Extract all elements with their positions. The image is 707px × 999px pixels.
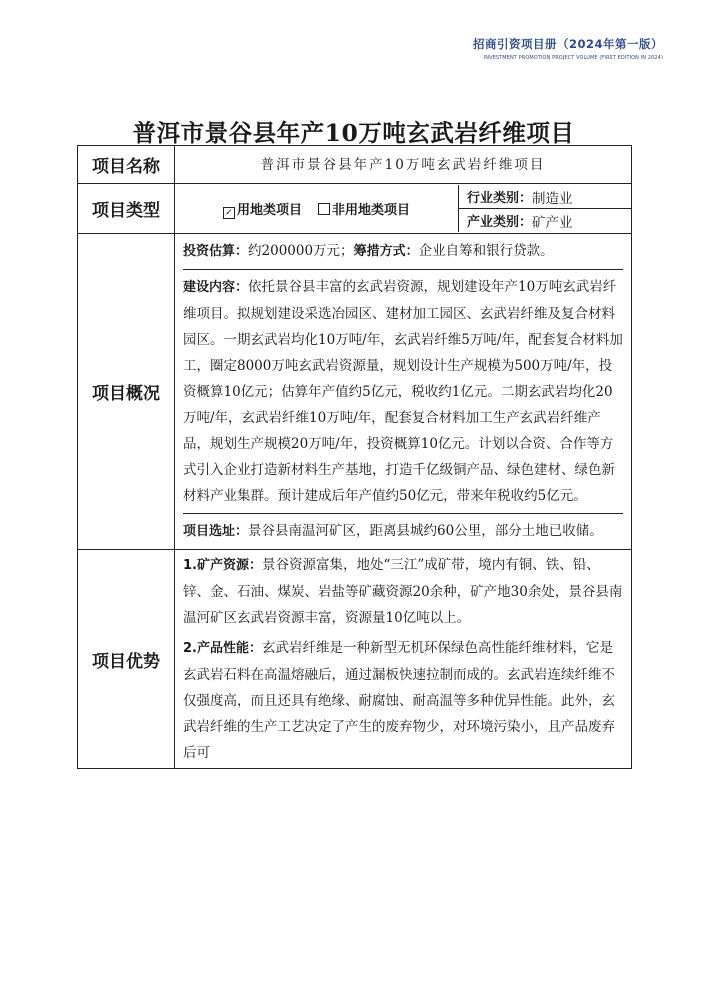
construction-value: 依托景谷县丰富的玄武岩资源，规划建设年产10万吨玄武岩纤维项目。拟规划建设采选冶园区、建材加工园区、玄武岩纤维及复合材料园区。一期玄武岩均化10万吨/年，玄武岩纤维5万吨/年，配套复合材料加工，圈定8000万吨玄武岩资源量，规划设计生产规模为500万吨/年，投资概算10亿元；估算年产值约5亿元，税收约1亿元。二期玄武岩均化20万吨/年，玄武岩纤维10万吨/年，配套复合材料加工生产玄武岩纤维产品，规划生产规模20万吨/年，投资概算10亿元。计划以合资、合作等方式引入企业打造新材料生产基地，打造千亿级铜产品、绿色建材、绿色新材料产业集群。预计建成后年产值约50亿元，带来年税收约5亿元。 [183, 279, 623, 504]
project-type-label: 项目类型 [78, 184, 175, 234]
finance-value: 企业自筹和银行贷款。 [418, 243, 554, 259]
checkbox-empty-icon[interactable] [318, 203, 330, 215]
construction-content [183, 269, 623, 513]
industry-category-value: 制造业 [532, 190, 573, 207]
investment-value: 约200000万元； [248, 243, 354, 259]
advantage-title: 2.产品性能： [183, 641, 262, 656]
overview-cell [175, 234, 632, 550]
non-land-use-option-label: 非用地类项目 [332, 203, 411, 218]
project-info-table [77, 145, 632, 769]
sector-category-value: 矿产业 [532, 214, 573, 231]
row-overview [78, 234, 632, 550]
advantages-cell [175, 550, 632, 769]
advantage-item [183, 633, 623, 768]
project-site [183, 513, 623, 549]
sector-category-label: 产业类别： [467, 215, 533, 230]
project-name-value: 普洱市景谷县年产10万吨玄武岩纤维项目 [175, 146, 632, 184]
construction-label: 建设内容： [183, 280, 249, 295]
advantages-label: 项目优势 [78, 550, 175, 769]
row-project-type [78, 184, 632, 234]
investment-label: 投资估算： [183, 244, 249, 259]
sector-category [459, 208, 631, 232]
brochure-title: 招商引资项目册（2024年第一版） [472, 37, 663, 51]
row-project-name [78, 146, 632, 184]
page-title: 普洱市景谷县年产10万吨玄武岩纤维项目 [132, 119, 575, 147]
checkbox-checked-icon[interactable]: ✓ [223, 207, 235, 219]
row-advantages [78, 550, 632, 769]
brochure-subtitle: INVESTMENT PROMOTION PROJECT VOLUME (FIRST EDITION IN 2024) [483, 55, 663, 61]
land-use-option[interactable] [223, 199, 302, 218]
advantage-item [183, 550, 623, 633]
finance-label: 筹措方式： [353, 244, 419, 259]
overview-label: 项目概况 [78, 234, 175, 550]
project-type-cell [175, 184, 632, 234]
advantage-title: 1.矿产资源： [183, 558, 262, 573]
industry-category [459, 185, 631, 208]
advantage-text: 玄武岩纤维是一种新型无机环保绿色高性能纤维材料，它是玄武岩石料在高温熔融后，通过漏板快速拉制而成的。玄武岩连续纤维不仅强度高，而且还具有绝缘、耐腐蚀、耐高温等多种优异性能。此外，玄武岩纤维的生产工艺决定了产生的废弃物少，对环境污染小，且产品废弃后可 [183, 640, 615, 761]
industry-category-label: 行业类别： [467, 191, 533, 206]
site-value: 景谷县南温河矿区，距离县城约60公里，部分土地已收储。 [248, 523, 603, 539]
non-land-use-option[interactable] [318, 199, 410, 218]
site-label: 项目选址： [183, 524, 249, 539]
land-use-options [175, 185, 458, 232]
project-name-label: 项目名称 [78, 146, 175, 184]
land-use-option-label: 用地类项目 [236, 203, 302, 218]
advantage-text: 景谷资源富集，地处“三江”成矿带，境内有铜、铁、铅、锌、金、石油、煤炭、岩盐等矿藏资源20余种，矿产地30余处，景谷县南温河矿区玄武岩资源丰富，资源量10亿吨以上。 [183, 557, 623, 626]
investment-estimate [183, 234, 623, 269]
category-cell [458, 185, 631, 232]
brochure-header [473, 36, 663, 61]
